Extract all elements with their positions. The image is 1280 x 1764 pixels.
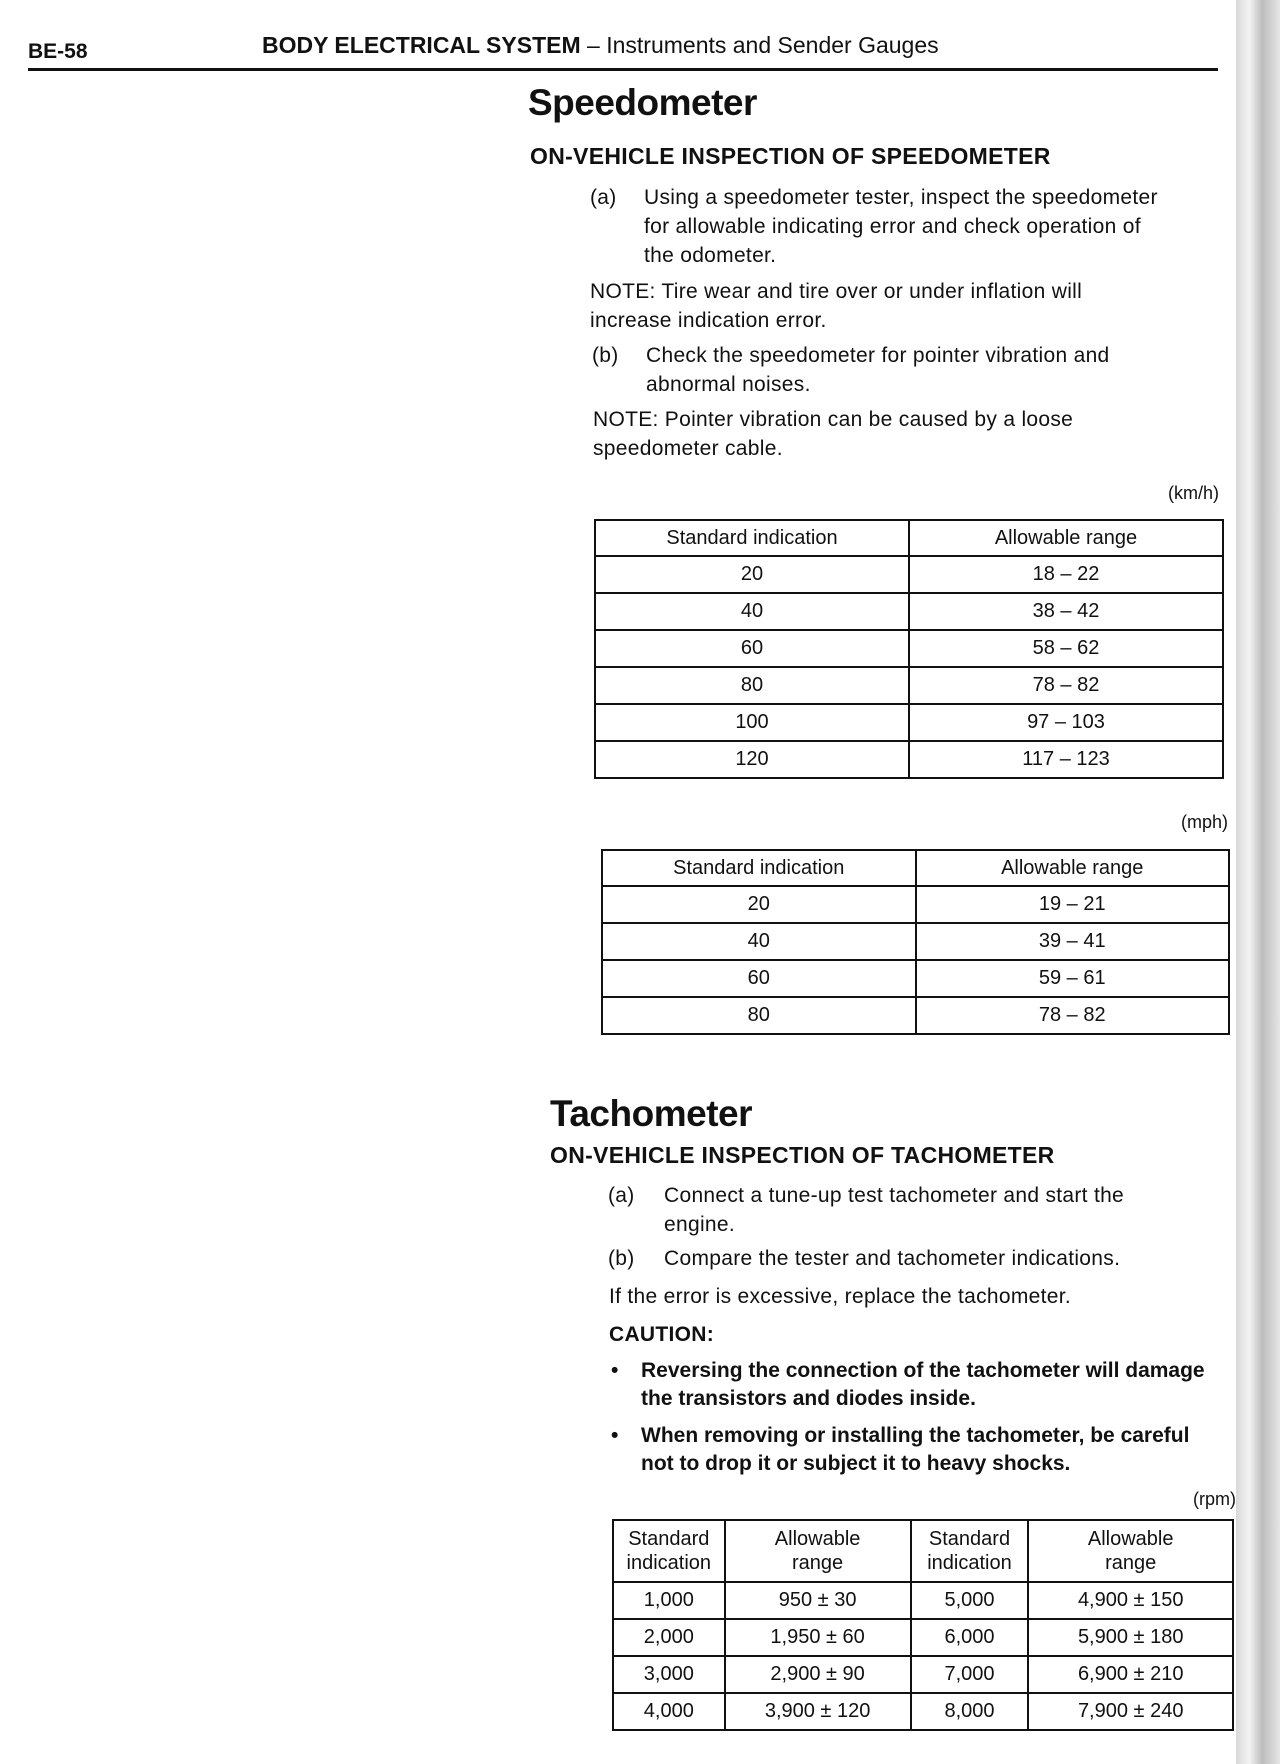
table-cell: 5,900 ± 180 (1028, 1619, 1233, 1656)
caution-item (611, 1357, 1241, 1413)
table-cell: 6,000 (911, 1619, 1029, 1656)
speedometer-title: Speedometer (528, 82, 757, 123)
step-text (664, 1181, 1124, 1239)
table-cell: 3,000 (613, 1656, 725, 1693)
table-cell: 40 (595, 593, 909, 630)
note-line: NOTE: Pointer vibration can be caused by a loose (593, 408, 1074, 431)
table-cell: 58 – 62 (909, 630, 1223, 667)
caution-text-line: When removing or installing the tachometer, be careful (641, 1424, 1190, 1447)
table-cell: 950 ± 30 (725, 1582, 911, 1619)
table-row (602, 960, 1229, 997)
mph-tolerance-table (601, 849, 1230, 1035)
table-cell: 1,000 (613, 1582, 725, 1619)
step-label: (b) (592, 344, 619, 367)
column-header: Standard indication (595, 520, 909, 556)
table-row (595, 630, 1223, 667)
step-text-line: abnormal noises. (646, 373, 811, 396)
page-header (28, 22, 1218, 71)
tachometer-heading: ON-VEHICLE INSPECTION OF TACHOMETER (550, 1142, 1055, 1168)
step-text: Compare the tester and tachometer indications. (664, 1247, 1121, 1270)
table-cell: 80 (595, 667, 909, 704)
column-header-line: indication (626, 1552, 712, 1574)
step-text-line: for allowable indicating error and check operation of (644, 215, 1141, 238)
table-header-row (613, 1520, 1233, 1582)
column-header: Allowable range (916, 850, 1230, 886)
column-header-line: Standard (928, 1528, 1011, 1550)
caution-text (641, 1422, 1189, 1478)
note-line: speedometer cable. (593, 437, 783, 460)
table-header-row (595, 520, 1223, 556)
bullet-icon: • (611, 1359, 619, 1382)
table-cell: 100 (595, 704, 909, 741)
caution-text-line: not to drop it or subject it to heavy shocks. (641, 1452, 1071, 1475)
table-cell: 60 (602, 960, 916, 997)
table-cell: 6,900 ± 210 (1028, 1656, 1233, 1693)
table-row (613, 1619, 1233, 1656)
step-label: (a) (590, 186, 617, 209)
table-cell: 78 – 82 (916, 997, 1230, 1034)
table-cell: 78 – 82 (909, 667, 1223, 704)
caution-text-line: the transistors and diodes inside. (641, 1387, 976, 1410)
header-separator: – (580, 32, 607, 58)
note-line: NOTE: Tire wear and tire over or under inflation will (590, 280, 1083, 303)
step-label: (a) (608, 1184, 635, 1207)
table-cell: 80 (602, 997, 916, 1034)
note-line: increase indication error. (590, 309, 827, 332)
column-header-line: range (792, 1552, 844, 1574)
rpm-tolerance-table (612, 1519, 1234, 1731)
column-header-line: Standard (628, 1528, 710, 1550)
table-cell: 38 – 42 (909, 593, 1223, 630)
table-row (595, 667, 1223, 704)
table-cell: 97 – 103 (909, 704, 1223, 741)
speedometer-note-1 (590, 277, 1082, 335)
table-cell: 1,950 ± 60 (725, 1619, 911, 1656)
table-cell: 60 (595, 630, 909, 667)
column-header (911, 1520, 1029, 1582)
section-title: BODY ELECTRICAL SYSTEM (262, 32, 581, 58)
column-header-line: indication (927, 1552, 1012, 1574)
table-row (595, 593, 1223, 630)
step-text-line: the odometer. (644, 244, 777, 267)
step-text-line: Connect a tune-up test tachometer and start the (664, 1184, 1125, 1207)
table-cell: 4,000 (613, 1693, 725, 1730)
rpm-unit-label: (rpm) (1193, 1489, 1236, 1509)
table-cell: 40 (602, 923, 916, 960)
column-header-line: Allowable (774, 1528, 861, 1550)
table-cell: 7,000 (911, 1656, 1029, 1693)
table-cell: 5,000 (911, 1582, 1029, 1619)
table-row (595, 741, 1223, 778)
page-number: BE-58 (28, 40, 88, 63)
caution-text (641, 1357, 1205, 1413)
column-header-line: Allowable (1087, 1528, 1174, 1550)
speedometer-step-a (590, 183, 1230, 270)
step-text-line: Check the speedometer for pointer vibration and (646, 344, 1110, 367)
table-row (602, 923, 1229, 960)
column-header (725, 1520, 911, 1582)
column-header: Standard indication (602, 850, 916, 886)
tachometer-error-text: If the error is excessive, replace the tachometer. (609, 1285, 1072, 1308)
table-cell: 2,900 ± 90 (725, 1656, 911, 1693)
table-cell: 2,000 (613, 1619, 725, 1656)
table-cell: 4,900 ± 150 (1028, 1582, 1233, 1619)
table-row (613, 1656, 1233, 1693)
caution-item (611, 1422, 1241, 1478)
step-text-line: Using a speedometer tester, inspect the speedometer (644, 186, 1158, 209)
column-header-line: range (1105, 1552, 1157, 1574)
kmh-tolerance-table (594, 519, 1224, 779)
table-cell: 7,900 ± 240 (1028, 1693, 1233, 1730)
mph-unit-label: (mph) (1181, 812, 1229, 832)
table-row (602, 886, 1229, 923)
table-cell: 120 (595, 741, 909, 778)
table-cell: 20 (602, 886, 916, 923)
tachometer-step-b (608, 1244, 1238, 1273)
table-cell: 3,900 ± 120 (725, 1693, 911, 1730)
table-cell: 18 – 22 (909, 556, 1223, 593)
step-text (646, 341, 1110, 399)
tachometer-step-a (608, 1181, 1238, 1239)
table-cell: 19 – 21 (916, 886, 1230, 923)
table-row (613, 1582, 1233, 1619)
column-header: Allowable range (909, 520, 1223, 556)
table-cell: 39 – 41 (916, 923, 1230, 960)
column-header (1028, 1520, 1233, 1582)
table-header-row (602, 850, 1229, 886)
subsection-title: Instruments and Sender Gauges (606, 32, 939, 58)
tachometer-title: Tachometer (550, 1093, 752, 1134)
table-row (595, 704, 1223, 741)
table-cell: 117 – 123 (909, 741, 1223, 778)
kmh-unit-label: (km/h) (1168, 483, 1219, 503)
caution-text-line: Reversing the connection of the tachometer will damage (641, 1359, 1205, 1382)
column-header (613, 1520, 725, 1582)
table-cell: 20 (595, 556, 909, 593)
header-title (262, 32, 939, 59)
step-label: (b) (608, 1247, 635, 1270)
table-cell: 8,000 (911, 1693, 1029, 1730)
caution-label: CAUTION: (609, 1323, 715, 1346)
speedometer-step-b (592, 341, 1232, 399)
speedometer-heading: ON-VEHICLE INSPECTION OF SPEEDOMETER (530, 143, 1051, 169)
speedometer-note-2 (593, 405, 1073, 463)
step-text (644, 183, 1158, 270)
table-row (595, 556, 1223, 593)
table-row (602, 997, 1229, 1034)
page-binding-edge (1236, 0, 1280, 1764)
table-row (613, 1693, 1233, 1730)
step-text-line: engine. (664, 1213, 735, 1236)
bullet-icon: • (611, 1424, 619, 1447)
table-cell: 59 – 61 (916, 960, 1230, 997)
